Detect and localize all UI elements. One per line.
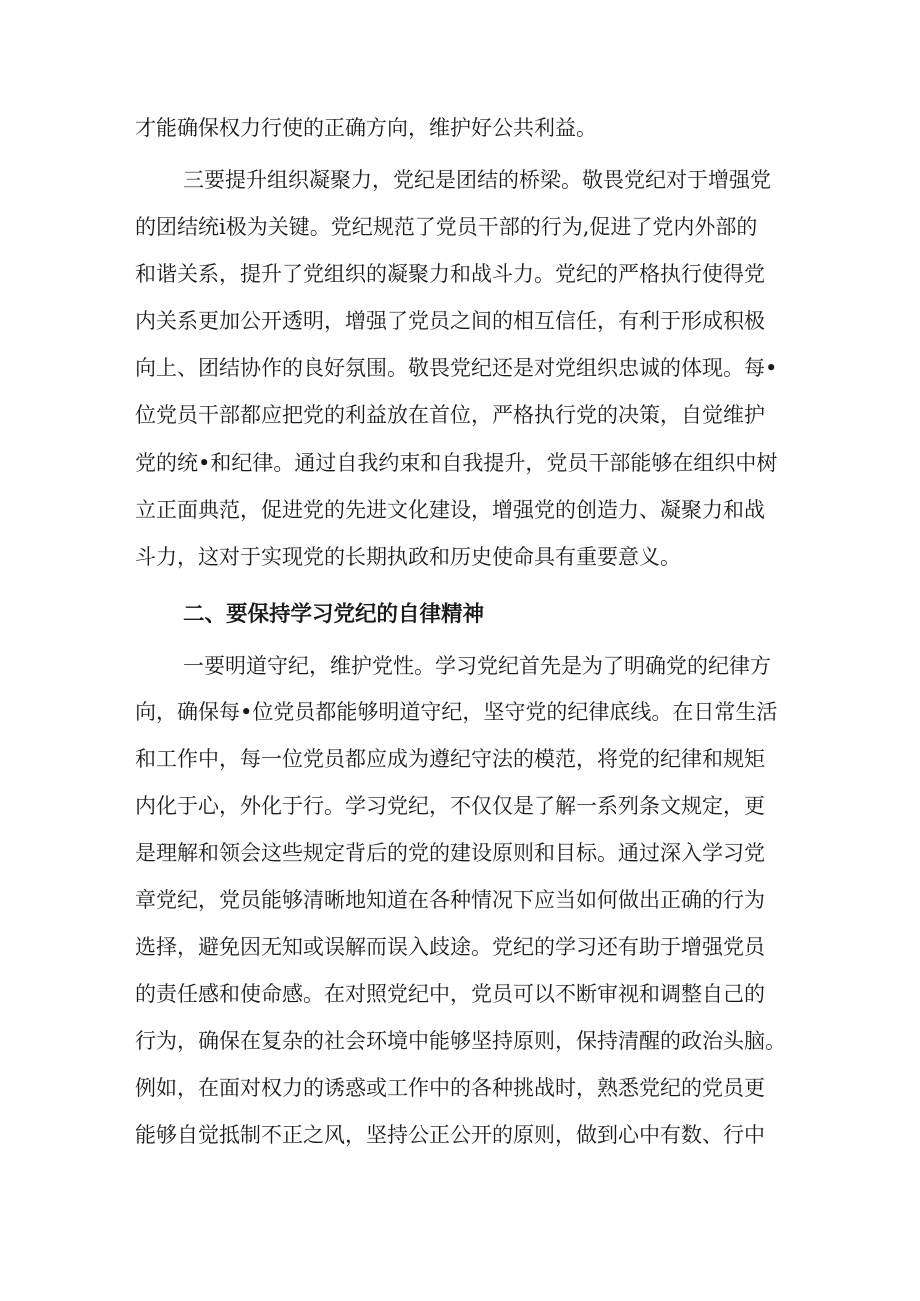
paragraph-line: 和工作中，每一位党员都应成为遵纪守法的模范，将党的纪律和规矩 (135, 747, 765, 771)
paragraph-line: 立正面典范，促进党的先进文化建设，增强党的创造力、凝聚力和战 (135, 498, 765, 522)
paragraph-line: 三要提升组织凝聚力，党纪是团结的桥梁。敬畏党纪对于增强党 (183, 168, 771, 192)
paragraph-line: 行为，确保在复杂的社会环境中能够坚持原则，保持清醒的政治头脑。 (135, 1029, 786, 1053)
paragraph-line: 内关系更加公开透明，增强了党员之间的相互信任，有利于形成积极 (135, 309, 765, 333)
paragraph-line: 章党纪，党员能够清晰地知道在各种情况下应当如何做出正确的行为 (135, 888, 765, 912)
paragraph-line: 斗力，这对于实现党的长期执政和历史使命具有重要意义。 (135, 545, 681, 569)
section-heading: 二、要保持学习党纪的自律精神 (183, 602, 485, 627)
paragraph-line: 一要明道守纪，维护党性。学习党纪首先是为了明确党的纪律方 (183, 654, 771, 678)
paragraph-line: 党的统•和纪律。通过自我约束和自我提升，党员干部能够在组织中树 (135, 451, 778, 475)
paragraph-line: 才能确保权力行使的正确方向，维护好公共利益。 (135, 116, 597, 140)
paragraph-line: 和谐关系，提升了党组织的凝聚力和战斗力。党纪的严格执行使得党 (135, 262, 765, 286)
paragraph-line: 能够自觉抵制不正之风，坚持公正公开的原则，做到心中有数、行中 (135, 1123, 765, 1147)
paragraph-line: 向上、团结协作的良好氛围。敬畏党纪还是对党组织忠诚的体现。每• (135, 356, 778, 380)
paragraph-line: 的团结统i极为关键。党纪规范了党员干部的行为,促进了党内外部的 (135, 215, 758, 239)
paragraph-line: 内化于心，外化于行。学习党纪，不仅仅是了解一系列条文规定，更 (135, 794, 765, 818)
paragraph-line: 选择，避免因无知或误解而误入歧途。党纪的学习还有助于增强党员 (135, 935, 765, 959)
paragraph-line: 位党员干部都应把党的利益放在首位，严格执行党的决策，自觉维护 (135, 403, 765, 427)
paragraph-line: 的责任感和使命感。在对照党纪中，党员可以不断审视和调整自己的 (135, 982, 765, 1006)
paragraph-line: 向，确保每•位党员都能够明道守纪，坚守党的纪律底线。在日常生活 (135, 700, 778, 724)
paragraph-line: 例如，在面对权力的诱惑或工作中的各种挑战时，熟悉党纪的党员更 (135, 1076, 765, 1100)
paragraph-line: 是理解和领会这些规定背后的党的建设原则和目标。通过深入学习党 (135, 841, 765, 865)
